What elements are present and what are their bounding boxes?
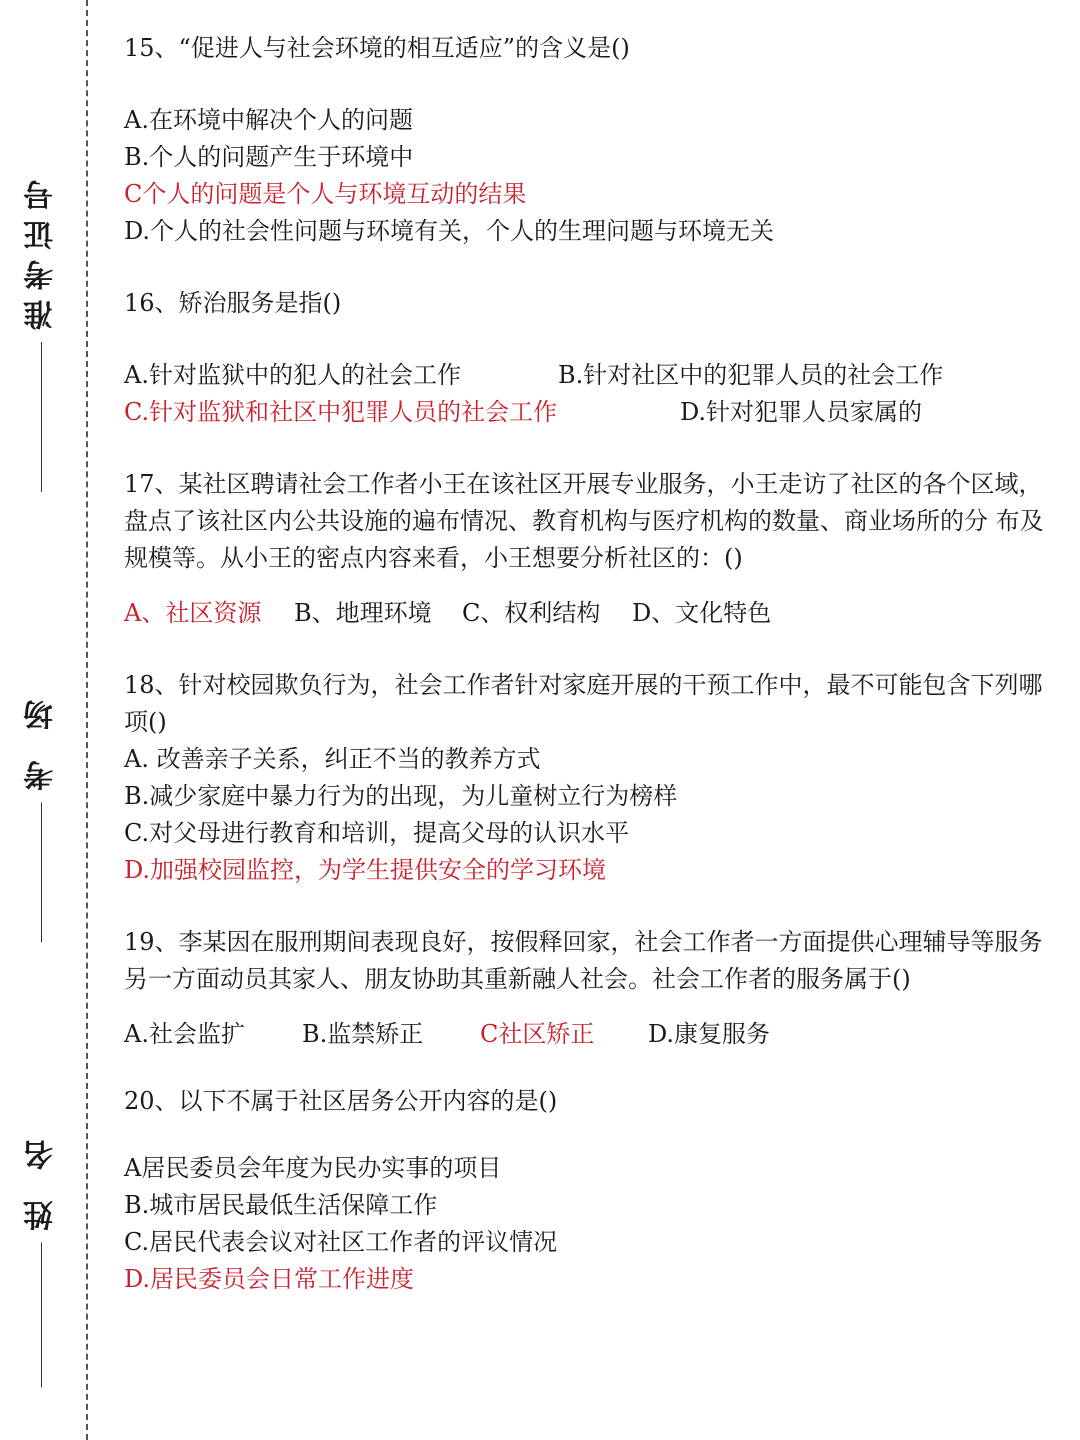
option-a: A.在环境中解决个人的问题 [124, 106, 413, 134]
option-a: A.针对监狱中的犯人的社会工作 [124, 361, 461, 389]
option-b: B.监禁矫正 [302, 1020, 424, 1048]
question-15 [124, 30, 1044, 250]
venue-label: 考 场 [24, 690, 59, 791]
question-16 [124, 285, 1044, 431]
option-c-answer: C个人的问题是个人与环境互动的结果 [124, 180, 527, 208]
option-c: C、权利结构 [462, 599, 601, 627]
option-b: B.针对社区中的犯罪人员的社会工作 [558, 361, 944, 389]
option-a: A.社会监扩 [124, 1020, 245, 1048]
name-field [22, 1130, 62, 1387]
exam-id-field [22, 170, 62, 492]
question-text: 15、“促进人与社会环境的相互适应”的含义是() [124, 34, 630, 62]
name-underline [42, 1242, 43, 1387]
exam-id-label: 准考证号 [24, 170, 59, 330]
option-c-answer: C社区矫正 [480, 1020, 595, 1048]
option-d-answer: D.加强校园监控，为学生提供安全的学习环境 [124, 856, 607, 884]
question-text: 17、某社区聘请社会工作者小王在该社区开展专业服务，小王走访了社区的各个区域，盘点了该社区内公共设施的遍布情况、教育机构与医疗机构的数量、商业场所的分 布及规模等。从小王的密点内容来看，小王想要分析社区的：() [124, 470, 1044, 572]
dashed-cut-line [86, 0, 88, 1440]
option-b: B.个人的问题产生于环境中 [124, 143, 414, 171]
question-sheet [124, 30, 1044, 1298]
venue-underline [42, 802, 43, 942]
option-c-answer: C.针对监狱和社区中犯罪人员的社会工作 [124, 398, 558, 426]
option-a: A. 改善亲子关系，纠正不当的教养方式 [124, 745, 541, 773]
option-d: D.针对犯罪人员家属的 [680, 398, 923, 426]
question-17 [124, 466, 1044, 632]
question-19 [124, 924, 1044, 1053]
option-c: C.居民代表会议对社区工作者的评议情况 [124, 1228, 558, 1256]
option-d: D、文化特色 [632, 599, 772, 627]
question-text: 19、李某因在服刑期间表现良好，按假释回家，社会工作者一方面提供心理辅导等服务另一方面动员其家人、朋友协助其重新融人社会。社会工作者的服务属于() [124, 928, 1043, 993]
question-20 [124, 1083, 1044, 1298]
exam-id-underline [42, 342, 43, 492]
question-text: 20、以下不属于社区居务公开内容的是() [124, 1087, 558, 1115]
question-text: 16、矫治服务是指() [124, 289, 342, 317]
venue-field [22, 690, 62, 942]
option-b: B.减少家庭中暴力行为的出现，为儿童树立行为榜样 [124, 782, 678, 810]
question-18 [124, 667, 1044, 889]
option-c: C.对父母进行教育和培训，提高父母的认识水平 [124, 819, 630, 847]
option-b: B.城市居民最低生活保障工作 [124, 1191, 438, 1219]
question-text: 18、针对校园欺负行为，社会工作者针对家庭开展的干预工作中，最不可能包含下列哪项() [124, 671, 1043, 736]
binding-margin [0, 0, 90, 1440]
name-label: 姓 名 [24, 1130, 59, 1231]
option-d: D.个人的社会性问题与环境有关，个人的生理问题与环境无关 [124, 217, 775, 245]
option-d-answer: D.居民委员会日常工作进度 [124, 1265, 415, 1293]
option-a: A居民委员会年度为民办实事的项目 [124, 1154, 502, 1182]
option-d: D.康复服务 [648, 1020, 771, 1048]
option-a-answer: A、社区资源 [124, 599, 262, 627]
option-b: B、地理环境 [294, 599, 432, 627]
